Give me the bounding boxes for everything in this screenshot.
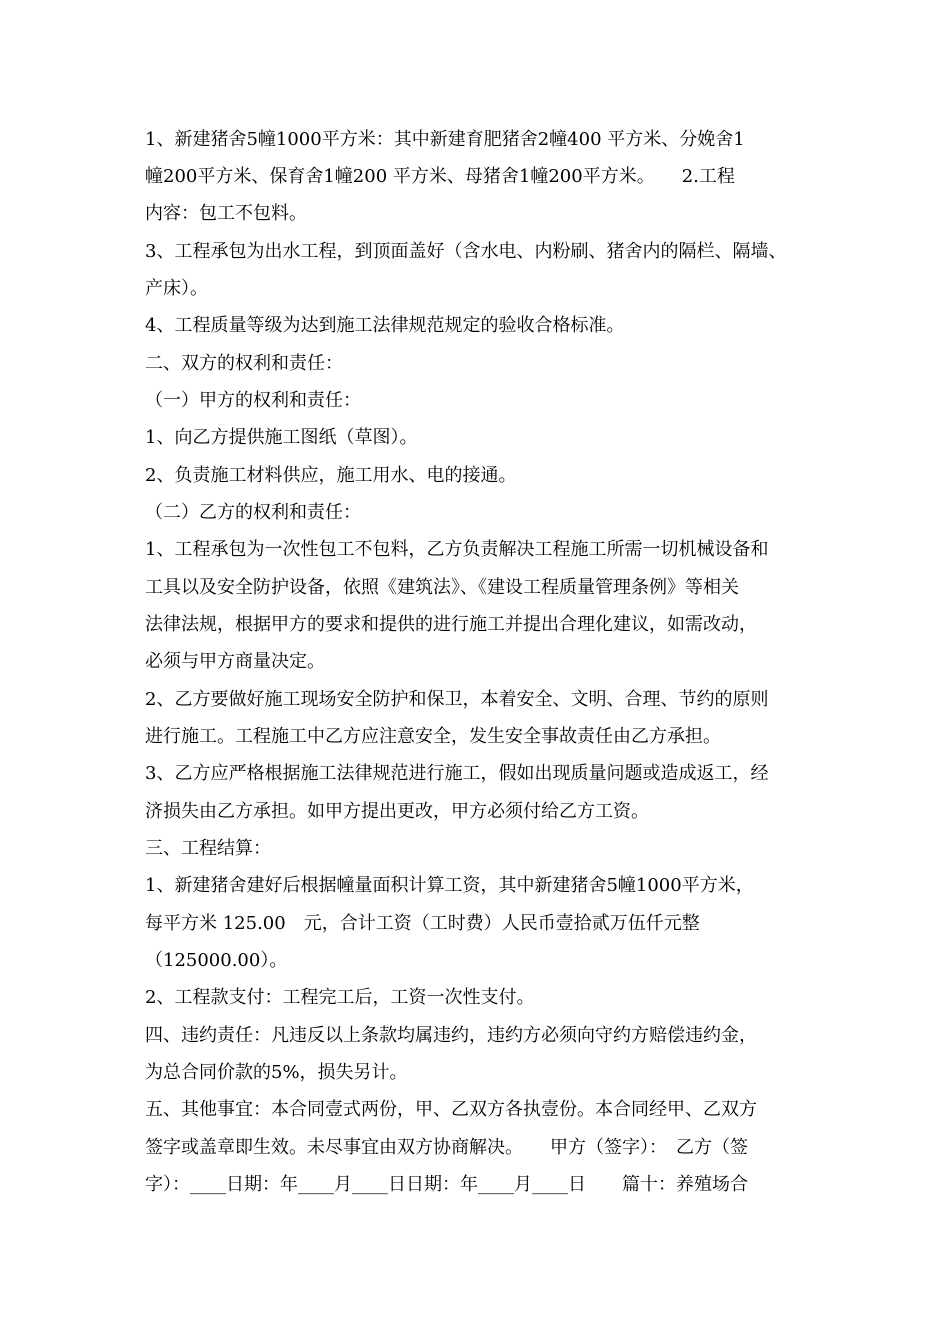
text-line: 字）：____日期：年____月____日日期：年____月____日 篇十：养殖场合: [145, 1174, 748, 1195]
text-line: 1、工程承包为一次性包工不包料，乙方负责解决工程施工所需一切机械设备和: [145, 539, 769, 560]
text-line: 1、新建猪舍建好后根据幢量面积计算工资，其中新建猪舍5幢1000平方米，: [145, 875, 754, 896]
text-line: 3、乙方应严格根据施工法律规范进行施工，假如出现质量问题或造成返工，经: [145, 763, 769, 784]
text-line: 1、向乙方提供施工图纸（草图）。: [145, 427, 418, 448]
text-line: 签字或盖章即生效。未尽事宜由双方协商解决。 甲方（签字）： 乙方（签: [145, 1137, 748, 1158]
text-line: 济损失由乙方承担。如甲方提出更改，甲方必须付给乙方工资。: [145, 801, 649, 822]
section-heading: 三、工程结算：: [145, 838, 271, 859]
text-line: 五、其他事宜：本合同壹式两份，甲、乙双方各执壹份。本合同经甲、乙双方: [145, 1099, 757, 1120]
section-heading: 二、双方的权利和责任：: [145, 353, 343, 374]
text-line: 2、工程款支付：工程完工后，工资一次性支付。: [145, 987, 535, 1008]
text-line: 3、工程承包为出水工程，到顶面盖好（含水电、内粉刷、猪舍内的隔栏、隔墙、: [145, 241, 787, 262]
subsection-heading: （二）乙方的权利和责任：: [145, 502, 361, 523]
text-line: 1、新建猪舍5幢1000平方米：其中新建育肥猪舍2幢400 平方米、分娩舍1: [145, 129, 745, 150]
text-line: 法律法规，根据甲方的要求和提供的进行施工并提出合理化建议，如需改动，: [145, 614, 757, 635]
text-line: 2、负责施工材料供应，施工用水、电的接通。: [145, 465, 517, 486]
text-line: 每平方米 125.00 元，合计工资（工时费）人民币壹拾贰万伍仟元整: [145, 913, 700, 934]
subsection-heading: （一）甲方的权利和责任：: [145, 390, 361, 411]
text-line: 必须与甲方商量决定。: [145, 651, 325, 672]
text-line: 进行施工。工程施工中乙方应注意安全，发生安全事故责任由乙方承担。: [145, 726, 721, 747]
text-line: 4、工程质量等级为达到施工法律规范规定的验收合格标准。: [145, 315, 625, 336]
text-line: 四、违约责任：凡违反以上条款均属违约，违约方必须向守约方赔偿违约金，: [145, 1025, 757, 1046]
text-line: 工具以及安全防护设备，依照《建筑法》、《建设工程质量管理条例》等相关: [145, 577, 739, 598]
text-line: 内容：包工不包料。: [145, 203, 307, 224]
text-line: 为总合同价款的5%，损失另计。: [145, 1062, 408, 1083]
text-line: 幢200平方米、保育舍1幢200 平方米、母猪舍1幢200平方米。 2.工程: [145, 166, 735, 187]
text-line: （125000.00）。: [145, 950, 288, 971]
text-line: 产床）。: [145, 278, 208, 299]
text-line: 2、乙方要做好施工现场安全防护和保卫，本着安全、文明、合理、节约的原则: [145, 689, 769, 710]
